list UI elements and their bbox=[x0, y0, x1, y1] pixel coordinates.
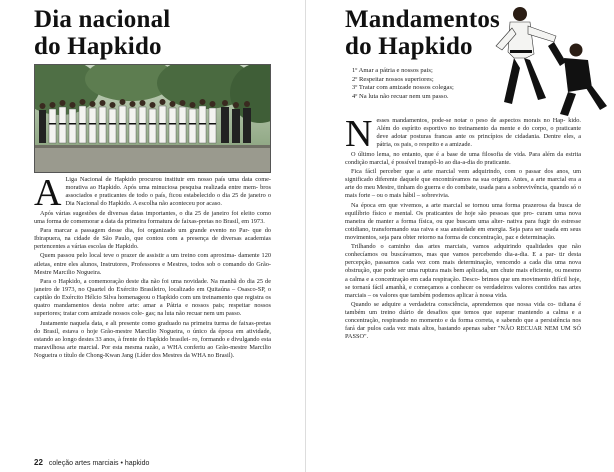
footer-text: coleção artes marciais • hapkido bbox=[48, 460, 150, 467]
left-title-line-1: Dia nacional bbox=[34, 6, 171, 33]
right-paragraph-1: Nesses mandamentos, pode-se notar o peso de aspectos morais no Hap- kido. Além do espírito esportivo no treinamento da mente e do corpo, o praticante deve adotar posturas francas ante os princípios de cidadania. Dentre eles, a pátria, os pais, o respeito e a amizade. bbox=[345, 117, 581, 155]
left-paragraph-5: Para o Hapkido, a comemoração deste dia não foi uma novidade. Na manhã do dia 25 de janeiro de 1973, no Quartel do Exército Brasileiro, localizado em Quitaúna – Osasco-SP, o capitão do Exército Hélcio Silva homenageou o Hapkido com um treinamento que registra os quatro mandamentos desta nobre arte: amar a Pátria e nossos pais; respeitar nossos superiores; tratar com amizade nossos cole- gas; na luta não recuar nem um passo. bbox=[34, 277, 271, 318]
left-page bbox=[0, 0, 306, 472]
left-paragraph-2: Após várias sugestões de diversas datas importantes, o dia 25 de janeiro foi eleito como uma forma de comemorar a data da primeira formatura de faixas-pretas no Brasil, em 1973. bbox=[34, 209, 271, 225]
right-paragraph-2: O último lema, no entanto, que é a base de uma filosofia de vida. Para além da estrita condição marcial, é possível transpô-lo ao dia-a-dia do praticante. bbox=[345, 150, 581, 166]
commandment-1: 1º Amar a pátria e nossos pais; bbox=[352, 67, 433, 74]
left-drop-cap: A bbox=[34, 176, 62, 214]
right-paragraph-4: Na época em que vivemos, a arte marcial se tornou uma forma prazerosa da busca de equilíbrio físico e mental. Os praticantes de hoje são pessoas que pro- curam uma nova maneira de manter a forma física, ou que buscam uma alter- nativa para fugir do estresse cotidiano, transformando sua raiva e sua ansiedade em energia. Seja para ser usada em seus movimentos, seja para obter retorno na forma de concentração, paz e determinação. bbox=[345, 201, 581, 241]
fighter-crouching bbox=[548, 42, 607, 116]
left-paragraph-1: A Liga Nacional de Hapkido procurou instituir em nosso país uma data come- morativa ao Hapkido. Após uma minuciosa pesquisa realizada entre mem- bros associados e praticantes de todo o país, ficou estabelecido o dia 25 de janeiro o Dia Nacional do Hapkido. A escolha não aconteceu por acaso. bbox=[34, 176, 271, 214]
right-drop-cap: N bbox=[345, 117, 373, 155]
page-footer bbox=[34, 458, 149, 467]
commandment-2: 2º Respeitar nossos superiores; bbox=[352, 75, 434, 83]
group-photo bbox=[34, 64, 271, 173]
left-paragraph-6: Justamente naquela data, e ali presente como graduado na primeira turma de faixas-pretas do Brasil, estava o hoje Grão-mestre Marcilio Nogueira, o único da época em atividade, estando ao longo destes 33 anos, à frente do Hapkido brasilei- ro, formando e divulgando esta maravilhosa arte marcial. Por esta mesma razão, a WHA conferiu ao Grão-mestre Marcilio Nogueira o título de Chong-Kwan Jang (Líder dos Mestres da WHA no Brasil). bbox=[34, 319, 271, 359]
right-paragraph-6: Quando se adquire a verdadeira consciência, aprendemos que nossa vida co- tidiana é também um treino diário de desafios que temos que superar mantendo a calma e a concentração, respirando no momento e da forma correta, e sabendo que a persistência nos fará dar pulos cada vez mais altos, bastando apenas saber "NÃO RECUAR NEM UM SÓ PASSO". bbox=[345, 301, 581, 341]
left-article-title bbox=[34, 6, 284, 60]
left-title-line-2: do Hapkido bbox=[34, 33, 162, 60]
right-paragraph-5: Trilhando o caminho das artes marciais, vamos adquirindo qualidades que não conhecíamos ou buscávamos, mas que vamos percebendo dia-a-dia. E a par- tir desta percepção, passamos cada vez com mais determinação, vencendo a cada dia uma nova obstrução, que pode ser uma ruptura mais bem aplicada, um chute mais eficiente, ou mesmo a calma e a concentração em cada respiração. Desco- brimos que um movimento difícil hoje, se tornará fácil amanhã, e começamos a conhecer os verdadeiros valores contidos nas artes marciais – os valores que também podemos aplicar à nossa vida. bbox=[345, 243, 581, 299]
right-article-body bbox=[345, 117, 581, 465]
left-paragraph-4: Quem passou pelo local teve o prazer de assistir a um treino com aproxima- damente 120 atletas, entre eles alunos, Instrutores, Professores e Mestres, todos sob o comando do Grão-Mestre Marcilio Nogueira. bbox=[34, 252, 271, 276]
right-paragraph-3: Fica fácil perceber que a arte marcial vem adquirindo, com o passar dos anos, um significado diferente daquele que encontrávamos na sua origem. Antes, a arte marcial era a arte do meu Mestre, tinham do guerra e do combate, usada para a sobrevivência, quando só o mais forte – ou o mais hábil – sobrevivia. bbox=[345, 167, 581, 200]
commandments-list bbox=[352, 67, 482, 102]
right-title-line-1: Mandamentos bbox=[345, 6, 500, 33]
page-number: 22 bbox=[34, 458, 43, 467]
commandment-3: 3º Tratar com amizade nossos colegas; bbox=[352, 84, 454, 92]
commandment-4: 4º Na luta não recuar nem um passo. bbox=[352, 93, 449, 101]
left-paragraph-3: Para marcar a passagem desse dia, foi organizado um grande evento no Par- que do Ibirapuera, na cidade de São Paulo, que contou com a presença de diversas academias pertencentes a várias escolas de Hapkido. bbox=[34, 226, 271, 251]
fighters-photo bbox=[468, 2, 610, 120]
right-title-line-2: do Hapkido bbox=[345, 33, 473, 60]
fighter-standing bbox=[496, 7, 556, 104]
group-photo-image bbox=[35, 65, 270, 172]
left-article-body bbox=[34, 176, 271, 454]
